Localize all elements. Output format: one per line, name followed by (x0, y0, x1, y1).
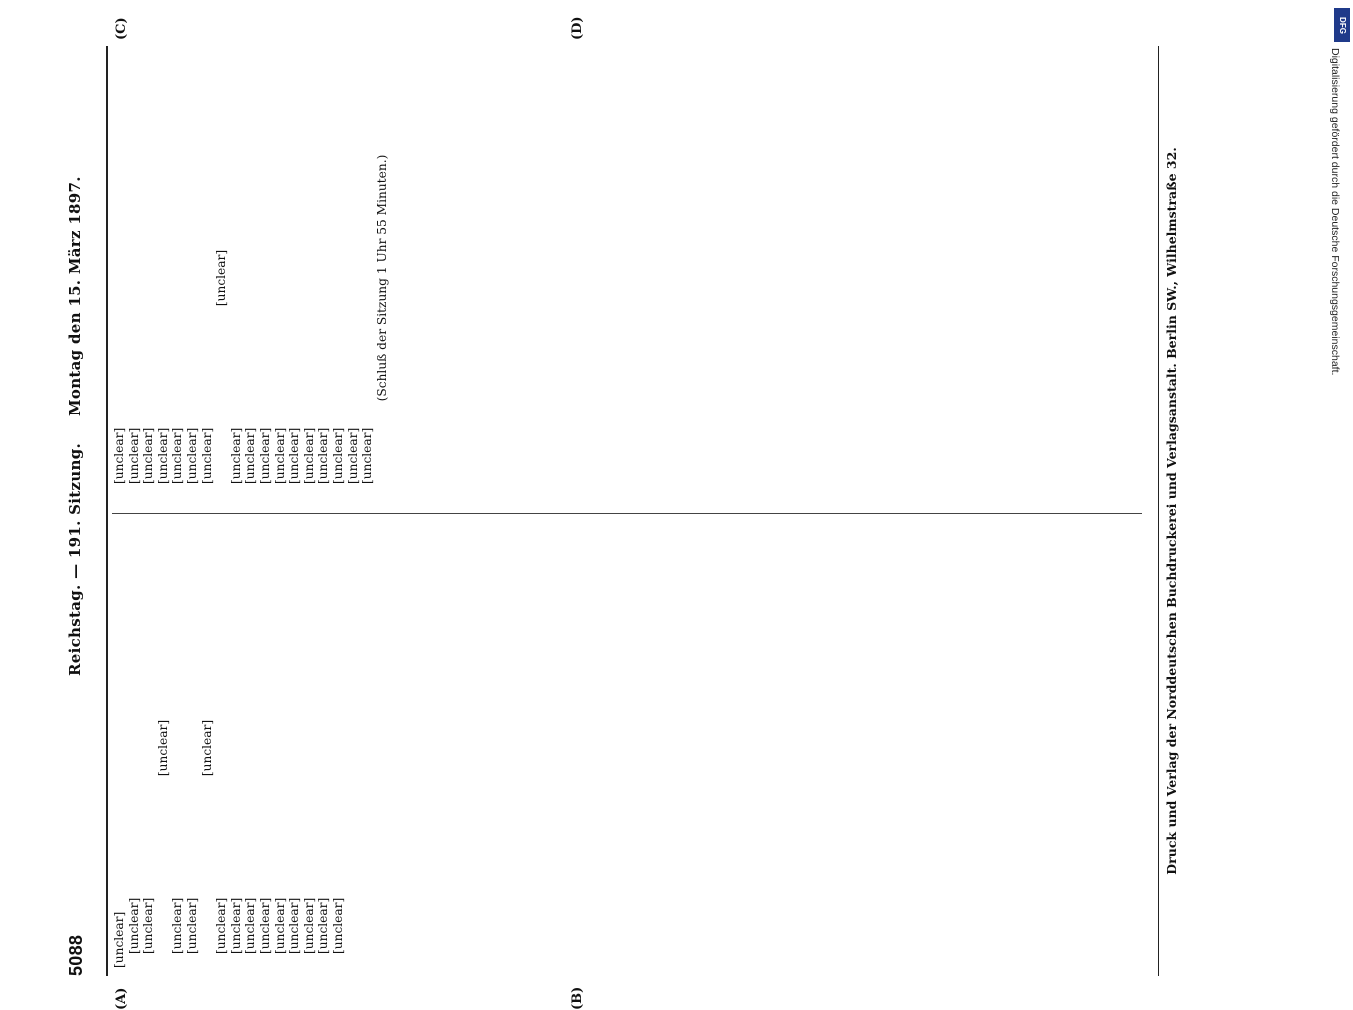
column-divider (112, 513, 1142, 514)
right-text-column (112, 58, 389, 498)
paragraph: [unclear] (287, 897, 302, 954)
paragraph: [unclear] (228, 897, 243, 954)
paragraph: [unclear] (360, 427, 375, 484)
paragraph: [unclear] (141, 427, 156, 484)
page-number: 5088 (66, 934, 86, 976)
paragraph: [unclear] (112, 911, 126, 968)
paragraph: [unclear] (243, 897, 258, 954)
paragraph: [unclear] (272, 427, 287, 484)
footer-rule (1158, 46, 1159, 976)
session-date: Montag den 15. März 1897. (66, 176, 84, 416)
paragraph: [unclear] (301, 427, 316, 484)
left-text-column (112, 528, 346, 968)
header-rule (106, 46, 108, 976)
margin-marker-a: (A) (114, 987, 129, 1010)
margin-marker-b: (B) (570, 986, 585, 1010)
paragraph: [unclear] (301, 897, 316, 954)
paragraph: [unclear] (257, 427, 272, 484)
paragraph: [unclear] (316, 427, 331, 484)
paragraph: [unclear] (170, 897, 185, 954)
paragraph: [unclear] (112, 427, 126, 484)
paragraph: [unclear] (214, 249, 229, 307)
digitization-note: Digitalisierung gefördert durch die Deutsche Forschungsgemeinschaft. (1329, 48, 1341, 376)
paragraph: [unclear] (272, 897, 287, 954)
paragraph: [unclear] (141, 897, 156, 954)
paragraph: [unclear] (199, 719, 214, 777)
paragraph: [unclear] (330, 427, 345, 484)
page-header (60, 46, 100, 976)
margin-marker-d: (D) (570, 16, 585, 40)
paragraph: [unclear] (155, 427, 170, 484)
paragraph: [unclear] (316, 897, 331, 954)
printer-imprint: Druck und Verlag der Norddeutschen Buchdruckerei und Verlagsanstalt. Berlin SW., Wilhelmstraße 32. (1164, 147, 1179, 875)
paragraph: [unclear] (243, 427, 258, 484)
paragraph: [unclear] (184, 897, 199, 954)
paragraph: [unclear] (126, 897, 141, 954)
paragraph: [unclear] (228, 427, 243, 484)
closing-note: (Schluß der Sitzung 1 Uhr 55 Minuten.) (374, 154, 389, 402)
dfg-logo-text: DFG (1337, 16, 1347, 34)
paragraph: [unclear] (330, 897, 345, 954)
paragraph: [unclear] (155, 719, 170, 777)
margin-marker-c: (C) (114, 17, 129, 40)
paragraph: [unclear] (214, 897, 229, 954)
paragraph: [unclear] (170, 427, 185, 484)
paragraph: [unclear] (184, 427, 199, 484)
paragraph: [unclear] (126, 427, 141, 484)
dfg-logo (1334, 8, 1350, 42)
session-title: Reichstag. — 191. Sitzung. (66, 442, 84, 676)
paragraph: [unclear] (199, 427, 214, 484)
paragraph: [unclear] (257, 897, 272, 954)
rotated-print-page (60, 16, 1300, 1010)
paragraph: [unclear] (345, 427, 360, 484)
paragraph: [unclear] (287, 427, 302, 484)
